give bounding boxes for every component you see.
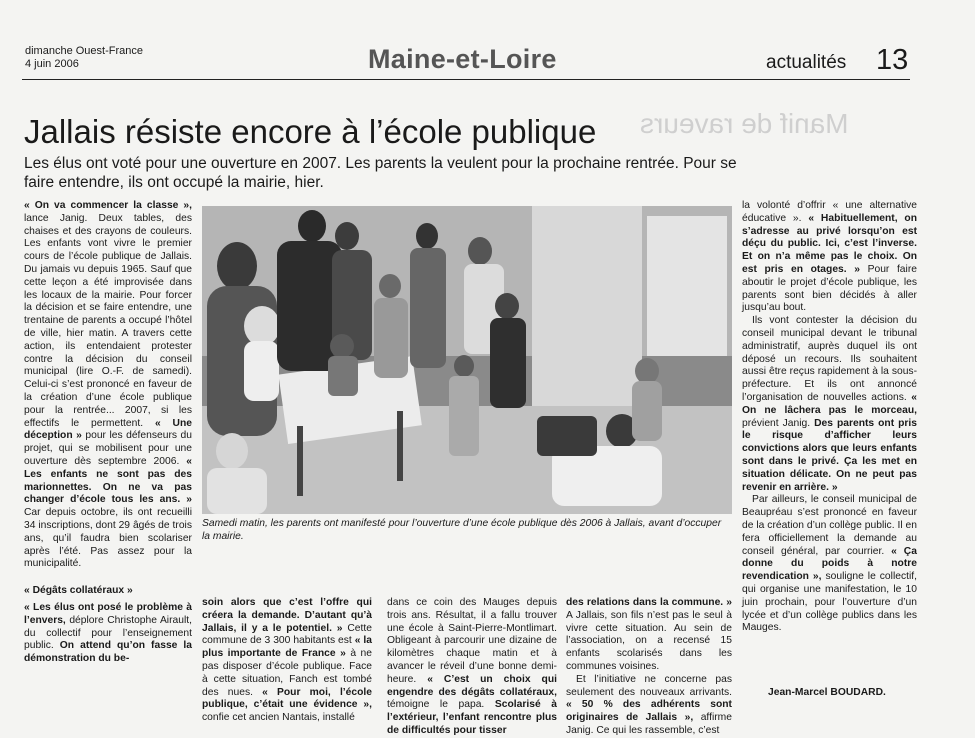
paragraph (566, 674, 732, 738)
text: prévient Janig. (742, 417, 811, 429)
text: Pour faire aboutir le projet d’école publique, les parents sont bien décidés à aller jusqu’au bout. (742, 263, 917, 314)
article-headline: Jallais résiste encore à l’école publique (24, 113, 597, 150)
edition-date: 4 juin 2006 (25, 58, 79, 70)
text: A Jallais, son fils n’est pas le seul à vivre cette situation. Au sein de l’association, on a recensé 15 enfants scolarisés dans les communes voisines. (566, 609, 732, 672)
column-bottom-3 (566, 597, 732, 738)
text: souligne le collectif, qui organise une manifestation, le 10 juin prochain, pour l’ouverture d’un lycée et d’un collège publics dans les Mauges. (742, 571, 917, 634)
photo-caption: Samedi matin, les parents ont manifesté pour l’ouverture d’une école publique dès 2006 à Jallais, avant d’occuper la mairie. (202, 518, 722, 542)
article-photo (202, 206, 732, 514)
quote: « 50 % des adhérents sont originaires de Jallais », (566, 699, 732, 724)
text: Ils vont contester la décision du conseil municipal devant le tribunal administratif, auprès duquel ils ont déposé un recours. Ils souhaitent aussi être reçus rapidement à la sous-préfecture. Et ils ont annoncé l’organisation de nouvelles actions. (742, 315, 917, 403)
text: pour les défenseurs du projet, qui se mobilisent pour une ouverture dès septembre 2006. (24, 430, 192, 467)
quote: des relations dans la commune. » (566, 597, 732, 608)
text: à ne pas disposer d’école publique. Face à cette situation, Fanch est tombé des nues. (202, 648, 372, 698)
quote: « Les élus ont posé le problème à l’envers, (24, 601, 192, 626)
quote: « Une déception » (24, 417, 192, 442)
quote: « On ne lâchera pas le morceau, (742, 391, 917, 416)
text: Cette commune de 3 300 habitants est (202, 622, 372, 647)
paragraph (24, 200, 192, 571)
section-title: Maine-et-Loire (368, 44, 557, 74)
text: Car depuis octobre, ils ont recueilli 34 inscriptions, dont 29 âgés de trois ans, qu’il faudra bien scolariser après l’été. Pas assez pour la municipalité. (24, 507, 192, 570)
edition-name: dimanche Ouest-France (25, 45, 143, 57)
text: dans ce coin des Mauges depuis trois ans. Résultat, il a fallu trouver une école à Saint-Pierre-Montlimart. Obligeant à parcourir une dizaine de kilomètres chaque matin et à avancer le réveil d’une bonne demi-heure. (387, 597, 557, 685)
text: la volonté d’offrir « une alternative éducative ». (742, 200, 917, 224)
quote: Des parents ont pris le risque d’afficher leurs convictions alors que leurs enfants sont dans le privé. Ça les met en situation délicate. On ne peut pas revenir en arrière. » (742, 417, 917, 493)
quote: On attend qu’on fasse la démonstration du be- (24, 640, 192, 665)
quote: « Habituellement, on s’adresse au privé lorsqu’on est déçu du public. Ici, c’est l’inverse. Et on n’a même pas le choix. On est pris en otages. » (742, 212, 917, 275)
quote: « Les enfants ne sont pas des marionnettes. On ne va pas changer d’école tous les ans. » (24, 455, 192, 506)
text: Par ailleurs, le conseil municipal de Beaupréau s’est prononcé en faveur de la création d’un collège public. Il en fera officiellement la demande au conseil général, par courrier. (742, 494, 917, 557)
paragraph (202, 597, 372, 725)
paragraph (566, 597, 732, 674)
masthead-rule (22, 79, 910, 80)
quote: « la plus importante de France » (202, 635, 372, 660)
masthead-edition (25, 45, 143, 71)
quote: « Ça donne du poids à notre revendication », (742, 545, 917, 583)
quote: soin alors que c’est l’offre qui créera la demande. D’autant qu’à Jallais, il y a le potentiel. » (202, 597, 372, 634)
column-bottom-2 (387, 597, 557, 738)
column-bottom-1 (202, 597, 372, 725)
paragraph (387, 597, 557, 738)
text: lance Janig. Deux tables, des chaises et des crayons de couleurs. Les enfants vont vivre le premier cours de l’école publique de Jallais. Du jamais vu depuis 1965. Sauf que cette leçon a été improvisée dans les locaux de la mairie. Pour forcer la décision et se faire entendre, une trentaine de parents a occupé l’hôtel de ville, hier matin. A travers cette action, ils entendaient protester contre la décision du conseil municipal (lire O.-F. de samedi). Celui-ci s’est prononcé en faveur de la création d’une école publique pour la rentrée... 2007, si les effectifs le permettent. (24, 212, 192, 429)
paragraph (742, 315, 917, 494)
column-left (24, 200, 192, 666)
paragraph (742, 494, 917, 635)
quote: Scolarisé à l’extérieur, l’enfant rencontre plus de difficultés pour tisser (387, 699, 557, 736)
subheading: « Dégâts collatéraux » (24, 585, 133, 597)
bleed-through-text: Manif de raveurs (640, 108, 849, 139)
text: affirme Janig. Ce qui les rassemble, c’est (566, 712, 732, 736)
text: Et l’initiative ne concerne pas seulement des nouveaux arrivants. (566, 673, 732, 698)
column-right (742, 200, 917, 635)
page-number: 13 (876, 44, 909, 76)
section-label: actualités (766, 52, 847, 73)
quote: « Pour moi, l’école publique, c’était une évidence », (202, 686, 372, 711)
paragraph (742, 200, 917, 315)
photo-illustration (202, 206, 732, 514)
text: témoigne le papa. (387, 699, 485, 711)
text: confie cet ancien Nantais, installé (202, 712, 355, 724)
paragraph (24, 602, 192, 666)
text: déplore Christophe Airault, du collectif pour l’enseignement public. (24, 614, 192, 652)
article-lead: Les élus ont voté pour une ouverture en 2007. Les parents la veulent pour la prochaine rentrée. Pour se faire entendre, ils ont occupé la mairie, hier. (24, 155, 737, 191)
quote: « On va commencer la classe », (24, 200, 192, 211)
author-signature: Jean-Marcel BOUDARD. (768, 687, 886, 698)
quote: « C’est un choix qui engendre des dégâts collatéraux, (387, 673, 557, 698)
